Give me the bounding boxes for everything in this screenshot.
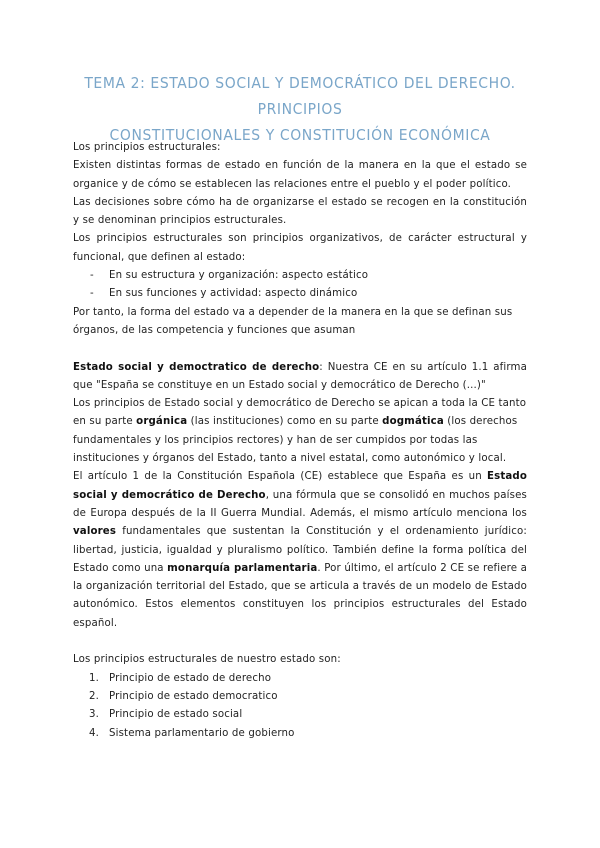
bold-term: monarquía parlamentaria [167,562,318,574]
bold-term: valores [73,526,117,538]
bold-term: Estado social y democtratico de derecho [73,361,320,373]
spacer [73,340,527,358]
list-text: Sistema parlamentario de gobierno [109,727,295,739]
bold-term: dogmática [382,416,444,428]
paragraph [73,395,527,468]
bold-term: orgánica [136,416,188,428]
text-run: , una fórmula que se consolidó en muchos países de Europa después de la II Guerra Mundial. Además, el mismo artículo menciona los [73,489,527,519]
paragraph [73,359,527,396]
text-run: (las instituciones) como en su parte [187,416,383,428]
spacer [73,633,527,651]
list-item [73,725,527,743]
list-item [73,688,527,706]
text-run: . Por último, el artículo 2 CE se refiere a la organización territorial del Estado, que se articula a través de un modelo de Estado autonómico. Estos elementos constituyen los principios estructurales del Estado español. [73,562,527,629]
paragraph: Existen distintas formas de estado en función de la manera en la que el estado se organice y de cómo se establecen las relaciones entre el pueblo y el poder político. [73,160,527,190]
list-number: 3. [89,709,100,721]
list-item: - En su estructura y organización: aspecto estático [73,267,527,285]
paragraph [73,468,527,633]
text-run: fundamentales que sustentan la Constitución y el ordenamiento jurídico: libertad, justicia, igualdad y pluralismo político. También define la forma política del Estado como una [73,526,527,574]
title-line-2: CONSTITUCIONALES Y CONSTITUCIÓN ECONÓMICA [109,126,491,144]
section-heading: Los principios estructurales de nuestro estado son: [73,654,341,666]
list-number: 4. [89,727,100,739]
text-run: : Nuestra CE en su artículo 1.1 afirma que "España se constituye en un Estado social y democrático de Derecho (...)" [73,361,527,391]
list-text: Principio de estado social [109,709,243,721]
paragraph: Las decisiones sobre cómo ha de organizarse el estado se recogen en la constitución y se denominan principios estructurales. [73,196,527,227]
list-item [73,670,527,688]
list-item: - En sus funciones y actividad: aspecto dinámico [73,285,527,303]
text-run: (los derechos fundamentales y los principios rectores) y han de ser cumpidos por todas las instituciones y órganos del Estado, tanto a nivel estatal, como autonómico y local. [73,416,518,465]
list-text: Principio de estado democratico [109,690,278,702]
list-text: Principio de estado de derecho [109,672,272,684]
document-body [73,139,527,743]
list-number: 1. [89,672,100,684]
numbered-list [73,670,527,743]
section-heading: Los principios estructurales: [73,142,221,153]
page-title [60,70,540,148]
title-line-1: TEMA 2: ESTADO SOCIAL Y DEMOCRÁTICO DEL DERECHO. PRINCIPIOS [84,74,516,118]
list-number: 2. [89,690,100,702]
bullet-list [73,267,527,304]
paragraph: Por tanto, la forma del estado va a depender de la manera en la que se definan sus órganos, de las competencia y funciones que asuman [73,306,513,336]
text-run: Los principios de Estado social y democrático de Derecho se apican a toda la CE tanto en su parte [73,398,527,428]
paragraph: Los principios estructurales son principios organizativos, de carácter estructural y funcional, que definen al estado: [73,233,527,263]
bold-term: Estado social y democrático de Derecho [73,471,527,501]
text-run: El artículo 1 de la Constitución Española (CE) establece que España es un [73,471,488,483]
list-item [73,706,527,724]
